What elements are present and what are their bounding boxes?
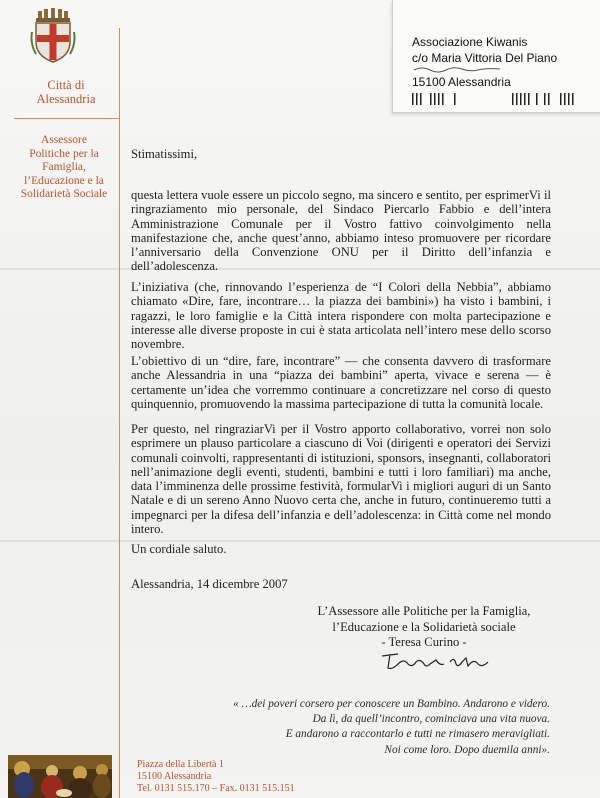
- city-crest-icon: [30, 8, 76, 64]
- signature-block: [290, 604, 558, 651]
- address-label: [392, 0, 600, 113]
- quote-line: « …dei poveri corsero per conoscere un Bambino. Andarono e videro.: [233, 698, 550, 710]
- recipient-care-of: c/o Maria Vittoria Del Piano: [412, 51, 558, 65]
- letter-date: Alessandria, 14 dicembre 2007: [131, 577, 288, 591]
- office-line: Assessore: [41, 134, 87, 146]
- recipient-city: 15100 Alessandria: [412, 75, 511, 89]
- nativity-painting: [8, 755, 112, 798]
- contact-footer: [137, 759, 295, 795]
- fold-crease: [0, 540, 600, 542]
- postal-barcode: [412, 93, 582, 105]
- handwritten-signature: [378, 648, 496, 672]
- greeting: Stimatissimi,: [131, 147, 198, 161]
- footer-phone: Tel. 0131 515.170 – Fax. 0131 515.151: [137, 783, 295, 794]
- city-line: Alessandria: [36, 92, 96, 106]
- sidebar-divider: [14, 118, 120, 119]
- footer-city: 15100 Alessandria: [137, 771, 212, 782]
- office-line: Politiche per la: [29, 147, 99, 160]
- office-line: Solidarietà Sociale: [20, 188, 108, 200]
- redacted-street: [412, 65, 504, 73]
- signer-title: L’Assessore alle Politiche per la Famiglia,: [317, 604, 531, 618]
- signer-name: - Teresa Curino -: [381, 635, 467, 649]
- letter-paragraph: L’iniziativa (che, rinnovando l’esperienza de “I Colori della Nebbia”, abbiamo chiamato «Dire, fare, incontrare… la piazza dei bambini») ha visto i bambini, i ragazzi, le loro famiglie e la Città intera rispondere con molta partecipazione e interesse alle diverse proposte in cui è stata articolata nell’intero mese dello scorso novembre.: [131, 280, 551, 352]
- quote-line: Noi come loro. Dopo duemila anni».: [384, 743, 550, 756]
- letter-paragraph: L’obiettivo di un “dire, fare, incontrare” — che consenta davvero di trasformare anche Alessandria in una “piazza dei bambini” aperta, vivace e serena — è certamente un’idea che vorremmo continuare a concretizzare nel corso di questo quinquennio, promuovendo la massima partecipazione di tutta la comunità locale.: [131, 354, 551, 411]
- footer-address: Piazza della Libertà 1: [137, 759, 224, 770]
- city-name: [14, 78, 118, 106]
- office-line: l’Educazione e la: [24, 174, 104, 187]
- office-line: Famiglia,: [42, 161, 86, 173]
- quote-line: E andarono a raccontarlo e tutti ne rimasero meravigliati.: [285, 728, 550, 741]
- nativity-quote: [200, 697, 550, 758]
- letter-paragraph: questa lettera vuole essere un piccolo segno, ma sincero e sentito, per esprimerVi il ringraziamento mio personale, del Sindaco Piercarlo Fabbio e dell’intera Amministrazione Comunale per il Vostro fattivo coinvolgimento nella manifestazione che, anche quest’anno, abbiamo inteso promuovere per ricordare l’anniversario della Convenzione ONU per il Diritto dell’infanzia e dell’adolescenza.: [131, 188, 551, 274]
- signer-title: l’Educazione e la Solidarietà sociale: [332, 619, 516, 634]
- recipient-name: Associazione Kiwanis: [412, 35, 528, 49]
- quote-line: Da lì, da quell’incontro, cominciava una vita nuova.: [312, 713, 550, 726]
- letter-paragraph: Per questo, nel ringraziarVi per il Vostro apporto collaborativo, vorrei non solo esprimere un plauso particolare a ciascuno di Voi (dirigenti e operatori dei Servizi comunali coinvolti, rappresentanti di istituzioni, sponsors, insegnanti, collaboratori nell’animazione degli eventi, studenti, bambini e tutti i loro familiari) ma anche, data l’imminenza delle prossime festività, formularVi i migliori auguri di un Santo Natale e di un sereno Anno Nuovo certa che, anche in futuro, continueremo tutti a impegnarci per la difesa dell’infanzia e dell’adolescenza: in Città come nel mondo intero.: [131, 422, 551, 537]
- city-line: Città di: [47, 78, 85, 92]
- closing: Un cordiale saluto.: [131, 542, 227, 556]
- office-title: [8, 134, 120, 202]
